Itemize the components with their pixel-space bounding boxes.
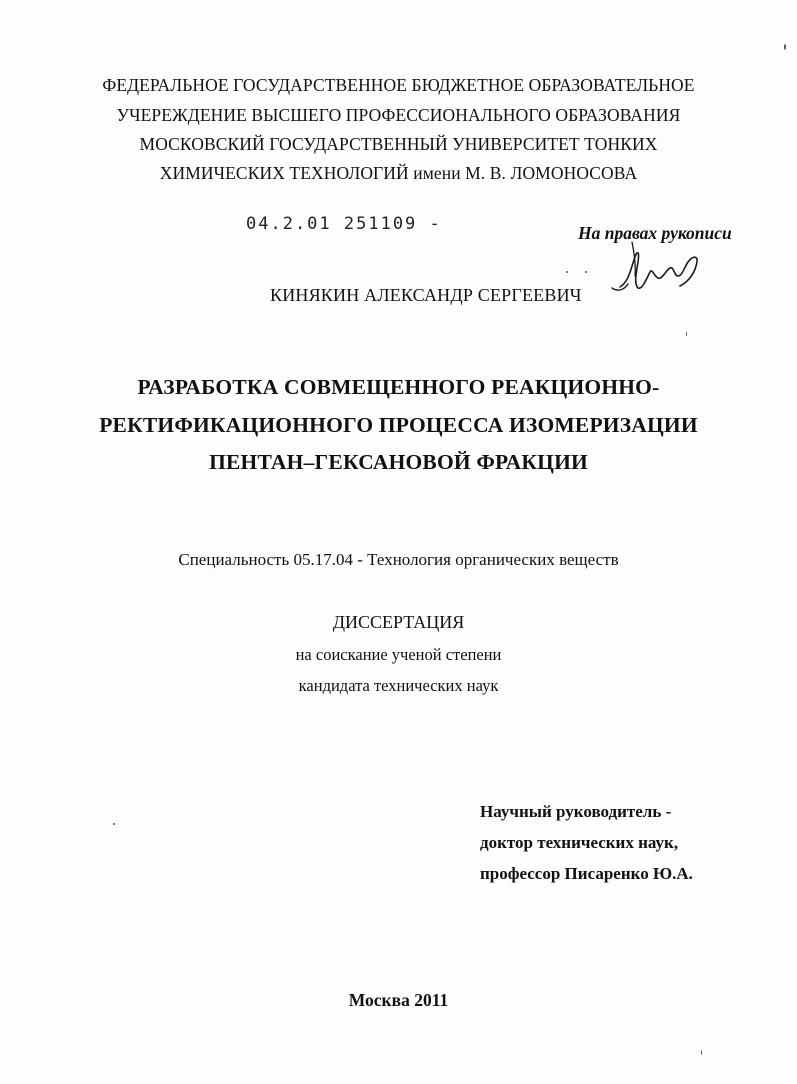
scan-speck bbox=[701, 1050, 702, 1055]
author-name: КИНЯКИН АЛЕКСАНДР СЕРГЕЕВИЧ bbox=[270, 285, 582, 305]
title-line-2: РЕКТИФИКАЦИОННОГО ПРОЦЕССА ИЗОМЕРИЗАЦИИ bbox=[99, 413, 698, 437]
specialty: Специальность 05.17.04 - Технология органических веществ bbox=[178, 550, 619, 569]
scan-speck bbox=[113, 823, 115, 825]
author-signature bbox=[608, 232, 708, 302]
catalog-code-stamp: 04.2.01 251109 - bbox=[246, 214, 442, 234]
work-type: ДИССЕРТАЦИЯ bbox=[332, 612, 465, 632]
city-year: Москва 2011 bbox=[348, 990, 449, 1010]
scan-speck bbox=[784, 44, 786, 50]
degree-line-2: кандидата технических наук bbox=[298, 676, 499, 695]
supervisor-line-2: доктор технических наук, bbox=[480, 833, 679, 852]
supervisor-line-1: Научный руководитель - bbox=[480, 802, 672, 821]
title-line-3: ПЕНТАН–ГЕКСАНОВОЙ ФРАКЦИИ bbox=[209, 450, 588, 474]
institution-line-4: ХИМИЧЕСКИХ ТЕХНОЛОГИЙ имени М. В. ЛОМОНОСОВА bbox=[159, 163, 638, 183]
rights-note: На правах рукописи bbox=[578, 223, 732, 243]
title-line-1: РАЗРАБОТКА СОВМЕЩЕННОГО РЕАКЦИОННО- bbox=[137, 375, 660, 399]
institution-line-2: УЧЕРЕЖДЕНИЕ ВЫСШЕГО ПРОФЕССИОНАЛЬНОГО ОБРАЗОВАНИЯ bbox=[116, 105, 681, 125]
scan-speck bbox=[686, 332, 687, 336]
institution-line-1: ФЕДЕРАЛЬНОЕ ГОСУДАРСТВЕННОЕ БЮДЖЕТНОЕ ОБРАЗОВАТЕЛЬНОЕ bbox=[102, 75, 695, 95]
scan-speck bbox=[566, 271, 568, 273]
supervisor-line-3: профессор Писаренко Ю.А. bbox=[480, 864, 693, 883]
degree-line-1: на соискание ученой степени bbox=[295, 645, 502, 664]
scan-speck bbox=[585, 271, 587, 273]
institution-line-3: МОСКОВСКИЙ ГОСУДАРСТВЕННЫЙ УНИВЕРСИТЕТ ТОНКИХ bbox=[139, 134, 658, 154]
